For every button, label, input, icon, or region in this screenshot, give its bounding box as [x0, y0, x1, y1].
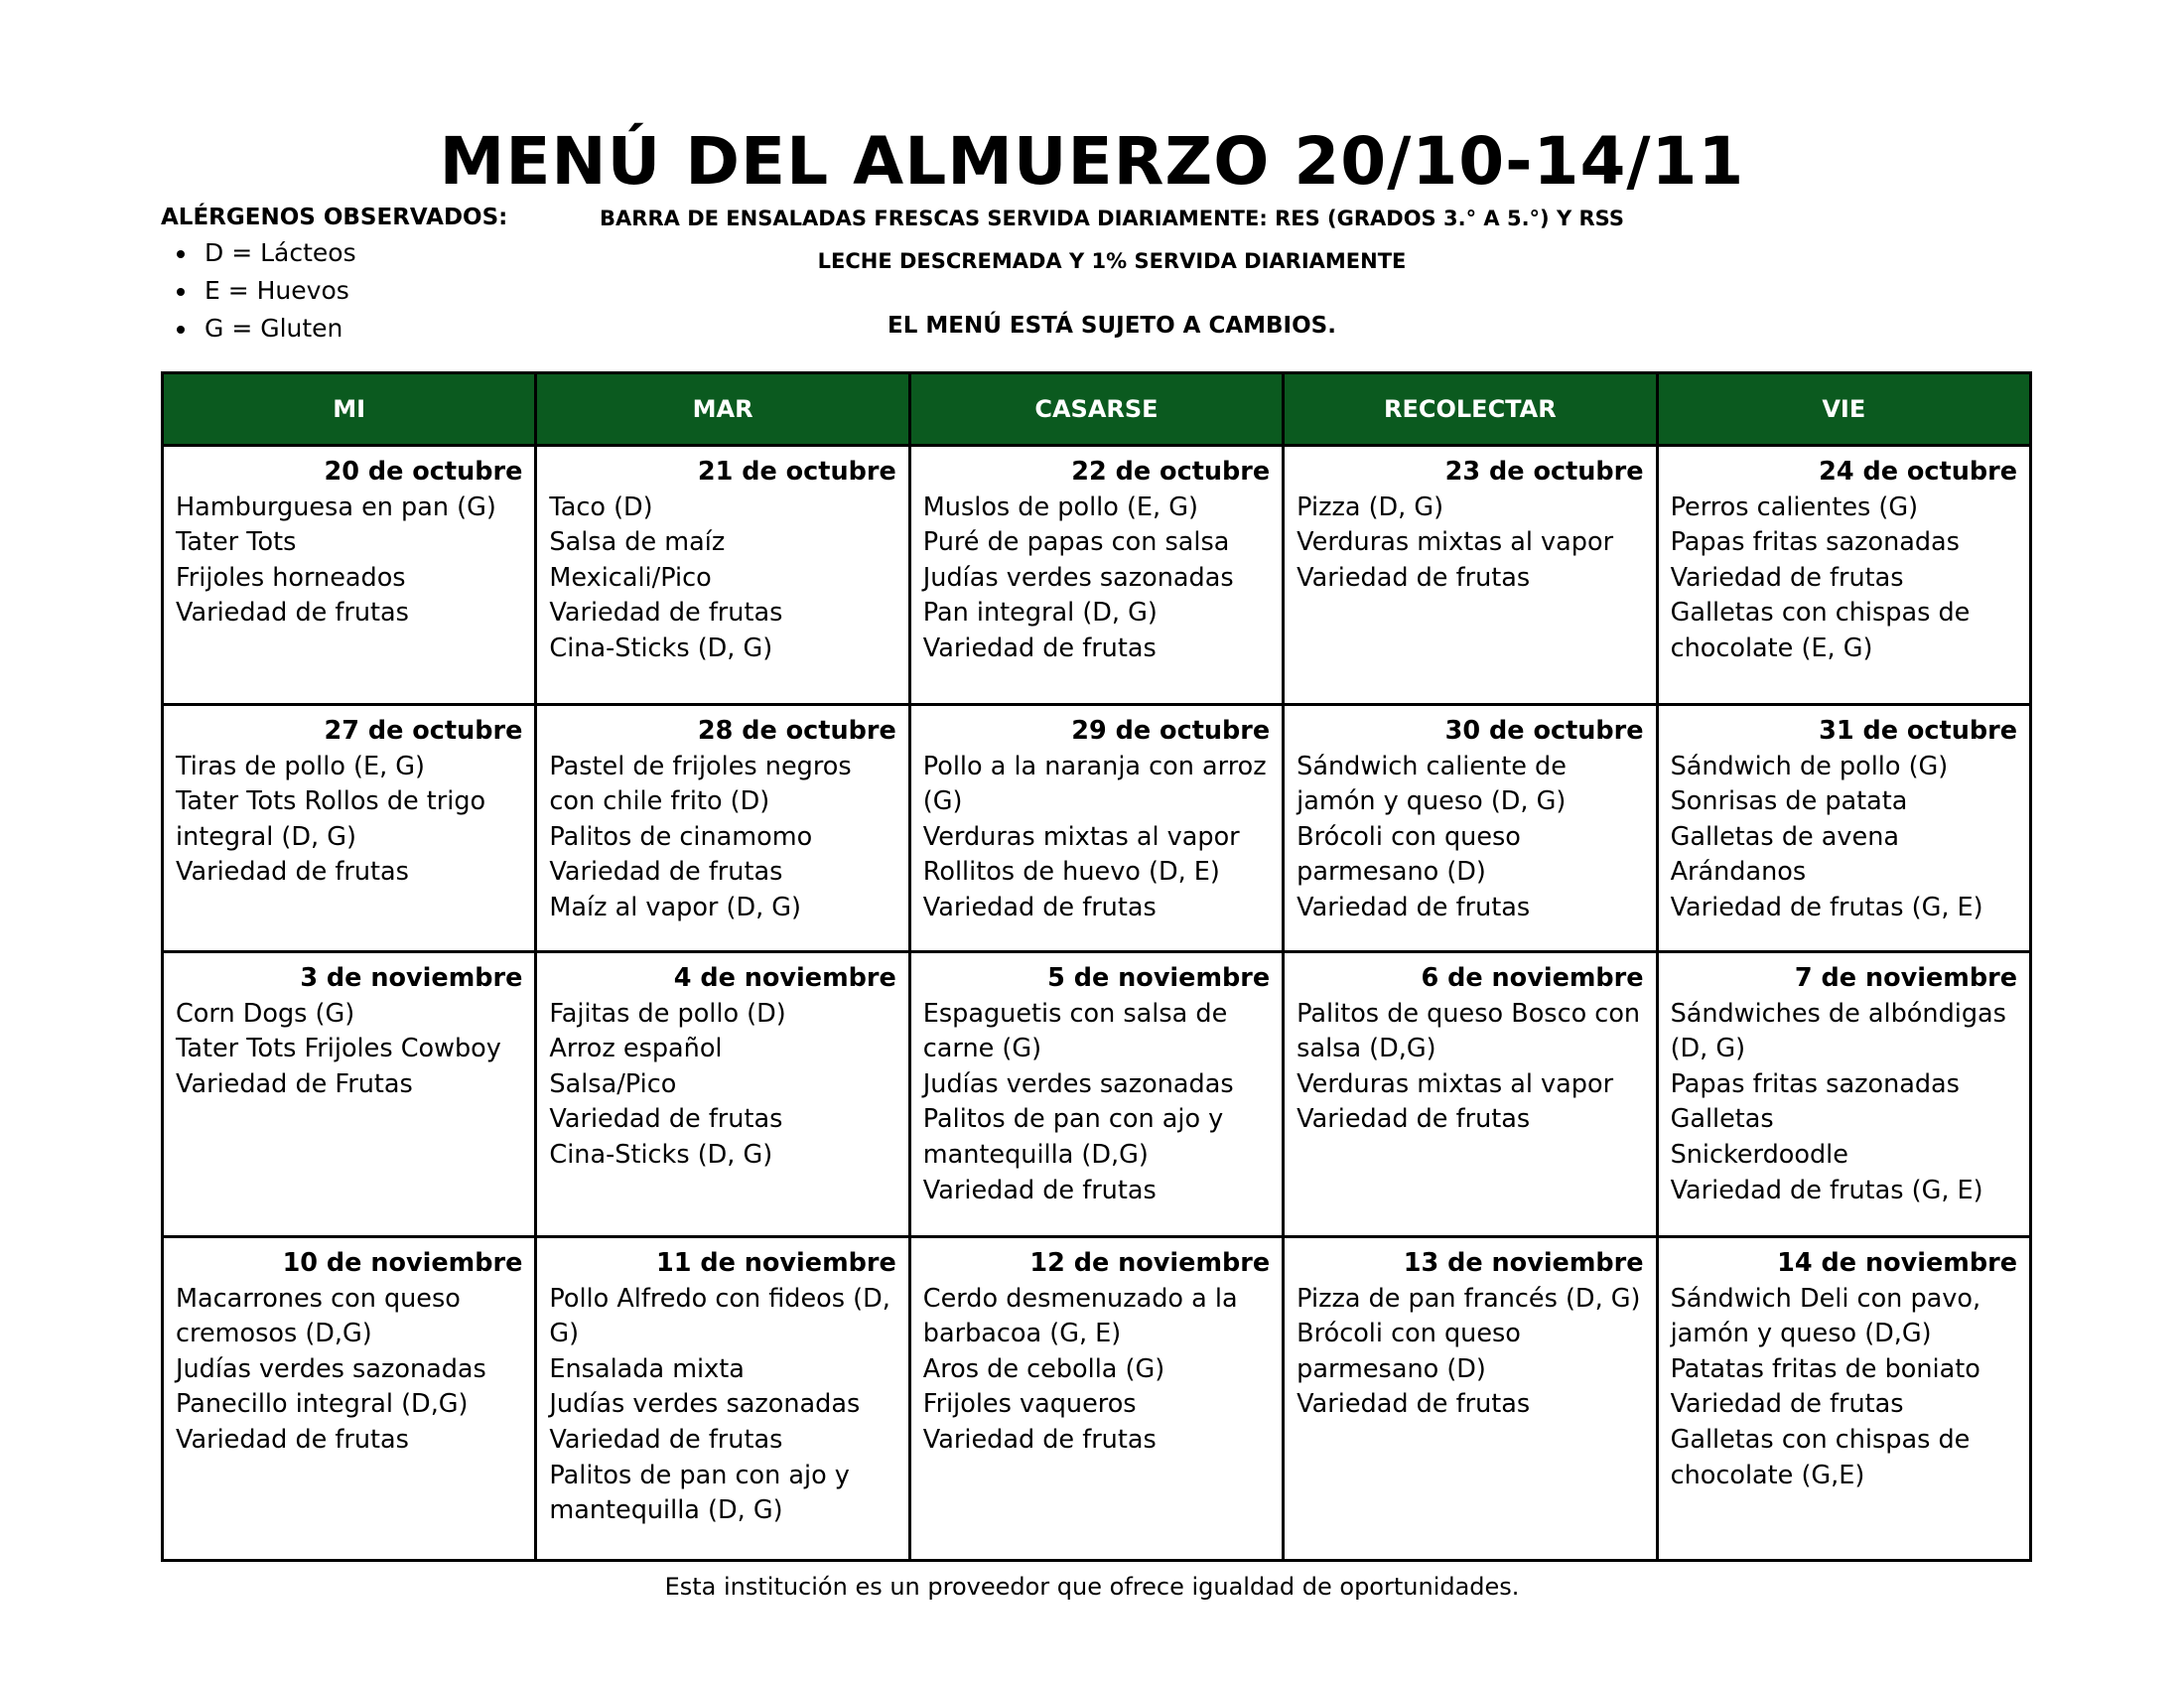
day-date: 7 de noviembre: [1794, 963, 2017, 993]
allergen-item: D = Lácteos: [175, 234, 356, 272]
page-title: MENÚ DEL ALMUERZO 20/10-14/11: [439, 123, 1745, 200]
day-cell: [1284, 705, 1657, 952]
week-row: [163, 1237, 2031, 1561]
day-date: 31 de octubre: [1819, 716, 2017, 746]
day-cell: [163, 952, 536, 1237]
menu-item: Palitos de pan con ajo y mantequilla (D,G): [922, 1104, 1224, 1170]
milk-notice: LECHE DESCREMADA Y 1% SERVIDA DIARIAMENTE: [817, 249, 1407, 273]
menu-item: Judías verdes sazonadas: [549, 1389, 861, 1420]
menu-item: Arroz español: [549, 1034, 723, 1064]
menu-item: Variedad de frutas (G, E): [1670, 1175, 1983, 1205]
day-cell: [163, 446, 536, 705]
menu-item: Sándwich Deli con pavo, jamón y queso (D,G): [1670, 1283, 1981, 1349]
column-header-fri: VIE: [1657, 373, 2030, 446]
menu-item: Tater Tots Rollos de trigo integral (D, G): [176, 786, 486, 852]
day-cell: [536, 952, 909, 1237]
menu-item: Ensalada mixta: [549, 1353, 745, 1384]
menu-item: Variedad de frutas: [549, 598, 783, 629]
menu-item: Maíz al vapor (D, G): [549, 892, 802, 922]
menu-item: Tater Tots Frijoles Cowboy: [176, 1034, 501, 1064]
day-date: 22 de octubre: [1071, 457, 1271, 487]
menu-item: Sonrisas de patata: [1670, 786, 1908, 817]
allergen-item: G = Gluten: [175, 310, 356, 348]
menu-item: Fajitas de pollo (D): [549, 998, 786, 1029]
menu-item: Macarrones con queso cremosos (D,G): [176, 1283, 461, 1349]
column-header-thu: RECOLECTAR: [1284, 373, 1657, 446]
menu-item: Patatas fritas de boniato: [1670, 1353, 1980, 1384]
column-header-mon: MI: [163, 373, 536, 446]
day-cell: [536, 446, 909, 705]
menu-item: Perros calientes (G): [1670, 492, 1919, 522]
day-cell: [909, 952, 1283, 1237]
menu-item: Galletas: [1670, 1104, 1774, 1135]
week-row: [163, 952, 2031, 1237]
menu-item: Frijoles horneados: [176, 562, 406, 593]
menu-item: Tiras de pollo (E, G): [176, 751, 426, 781]
allergen-list: [175, 234, 356, 348]
menu-item: Verduras mixtas al vapor: [1297, 1068, 1614, 1099]
menu-item: Variedad de frutas: [1670, 1389, 1904, 1420]
day-date: 21 de octubre: [697, 457, 896, 487]
footer-statement: Esta institución es un proveedor que ofrece igualdad de oportunidades.: [664, 1573, 1520, 1601]
menu-item: Salsa de maíz: [549, 527, 726, 558]
menu-item: Sándwiches de albóndigas (D, G): [1670, 998, 2006, 1064]
menu-item: Variedad de frutas: [549, 1104, 783, 1135]
menu-item: Variedad de frutas: [922, 892, 1157, 922]
menu-item: Cina-Sticks (D, G): [549, 1139, 773, 1170]
menu-item: Variedad de frutas: [1297, 892, 1531, 922]
menu-item: Papas fritas sazonadas: [1670, 1068, 1960, 1099]
day-cell: [1284, 952, 1657, 1237]
menu-item: Cerdo desmenuzado a la barbacoa (G, E): [922, 1283, 1238, 1349]
menu-item: Judías verdes sazonadas: [922, 1068, 1234, 1099]
menu-item: Hamburguesa en pan (G): [176, 492, 496, 522]
menu-item: Variedad de frutas: [549, 1424, 783, 1455]
day-date: 28 de octubre: [697, 716, 896, 746]
menu-item: Sándwich caliente de jamón y queso (D, G): [1297, 751, 1567, 817]
menu-item: Palitos de pan con ajo y mantequilla (D, G): [549, 1460, 850, 1526]
menu-item: Variedad de frutas: [176, 857, 409, 888]
menu-item: Verduras mixtas al vapor: [922, 821, 1240, 852]
day-date: 13 de noviembre: [1403, 1248, 1644, 1278]
day-date: 24 de octubre: [1819, 457, 2017, 487]
menu-item: Pollo a la naranja con arroz (G): [922, 751, 1267, 817]
day-date: 6 de noviembre: [1421, 963, 1644, 993]
menu-item: Panecillo integral (D,G): [176, 1389, 469, 1420]
day-date: 14 de noviembre: [1777, 1248, 2017, 1278]
day-cell: [1284, 446, 1657, 705]
day-cell: [1657, 705, 2030, 952]
day-date: 20 de octubre: [324, 457, 523, 487]
menu-item: Judías verdes sazonadas: [176, 1353, 486, 1384]
menu-item: Variedad de frutas: [1297, 562, 1531, 593]
column-header-wed: CASARSE: [909, 373, 1283, 446]
menu-item: Frijoles vaqueros: [922, 1389, 1137, 1420]
day-cell: [909, 705, 1283, 952]
day-date: 23 de octubre: [1444, 457, 1644, 487]
day-cell: [1657, 952, 2030, 1237]
menu-item: Rollitos de huevo (D, E): [922, 857, 1220, 888]
menu-item: Variedad de frutas: [1297, 1389, 1531, 1420]
menu-item: Palitos de queso Bosco con salsa (D,G): [1297, 998, 1641, 1064]
menu-item: Pollo Alfredo con fideos (D, G): [549, 1283, 890, 1349]
menu-item: Variedad de frutas: [922, 1175, 1157, 1205]
day-date: 3 de noviembre: [300, 963, 523, 993]
salad-bar-notice: BARRA DE ENSALADAS FRESCAS SERVIDA DIARIAMENTE: RES (GRADOS 3.° A 5.°) Y RSS: [600, 207, 1624, 230]
menu-item: Papas fritas sazonadas: [1670, 527, 1960, 558]
day-cell: [163, 705, 536, 952]
menu-item: Variedad de frutas: [176, 598, 409, 629]
day-cell: [909, 1237, 1283, 1561]
menu-table: [161, 371, 2032, 1562]
menu-item: Galletas con chispas de chocolate (E, G): [1670, 598, 1971, 663]
menu-item: Judías verdes sazonadas: [922, 562, 1234, 593]
day-cell: [536, 705, 909, 952]
menu-item: Pizza (D, G): [1297, 492, 1444, 522]
menu-item: Snickerdoodle: [1670, 1139, 1848, 1170]
day-date: 5 de noviembre: [1047, 963, 1271, 993]
menu-item: Variedad de frutas: [1670, 562, 1904, 593]
menu-item: Variedad de Frutas: [176, 1068, 413, 1099]
menu-item: Puré de papas con salsa: [922, 527, 1230, 558]
day-date: 4 de noviembre: [673, 963, 896, 993]
menu-item: Cina-Sticks (D, G): [549, 633, 773, 663]
menu-item: Palitos de cinamomo: [549, 821, 813, 852]
allergen-item: E = Huevos: [175, 272, 356, 310]
allergen-heading: ALÉRGENOS OBSERVADOS:: [161, 205, 508, 230]
menu-item: Arándanos: [1670, 857, 1807, 888]
day-date: 30 de octubre: [1444, 716, 1644, 746]
day-cell: [1284, 1237, 1657, 1561]
day-date: 29 de octubre: [1071, 716, 1271, 746]
column-header-tue: MAR: [536, 373, 909, 446]
menu-item: Variedad de frutas: [1297, 1104, 1531, 1135]
day-date: 12 de noviembre: [1029, 1248, 1271, 1278]
menu-item: Espaguetis con salsa de carne (G): [922, 998, 1228, 1064]
menu-item: Pan integral (D, G): [922, 598, 1158, 629]
menu-item: Salsa/Pico: [549, 1068, 677, 1099]
menu-item: Galletas con chispas de chocolate (G,E): [1670, 1424, 1971, 1490]
day-cell: [1657, 446, 2030, 705]
day-cell: [536, 1237, 909, 1561]
menu-item: Mexicali/Pico: [549, 562, 712, 593]
menu-item: Corn Dogs (G): [176, 998, 355, 1029]
day-cell: [1657, 1237, 2030, 1561]
menu-body: [163, 446, 2031, 1561]
day-cell: [163, 1237, 536, 1561]
menu-item: Pizza de pan francés (D, G): [1297, 1283, 1641, 1314]
menu-item: Aros de cebolla (G): [922, 1353, 1165, 1384]
week-row: [163, 705, 2031, 952]
menu-item: Muslos de pollo (E, G): [922, 492, 1198, 522]
day-date: 27 de octubre: [324, 716, 523, 746]
menu-item: Variedad de frutas: [922, 633, 1157, 663]
changes-notice: EL MENÚ ESTÁ SUJETO A CAMBIOS.: [887, 313, 1336, 339]
menu-item: Taco (D): [549, 492, 653, 522]
day-date: 10 de noviembre: [282, 1248, 523, 1278]
day-date: 11 de noviembre: [655, 1248, 896, 1278]
menu-item: Variedad de frutas: [922, 1424, 1157, 1455]
menu-item: Variedad de frutas (G, E): [1670, 892, 1983, 922]
menu-item: Variedad de frutas: [176, 1424, 409, 1455]
menu-item: Pastel de frijoles negros con chile frito (D): [549, 751, 852, 817]
menu-item: Tater Tots: [176, 527, 297, 558]
menu-item: Galletas de avena: [1670, 821, 1899, 852]
week-row: [163, 446, 2031, 705]
menu-item: Brócoli con queso parmesano (D): [1297, 1319, 1521, 1384]
header-row: [163, 373, 2031, 446]
menu-item: Brócoli con queso parmesano (D): [1297, 821, 1521, 888]
menu-item: Variedad de frutas: [549, 857, 783, 888]
menu-item: Verduras mixtas al vapor: [1297, 527, 1614, 558]
day-cell: [909, 446, 1283, 705]
menu-item: Sándwich de pollo (G): [1670, 751, 1949, 781]
